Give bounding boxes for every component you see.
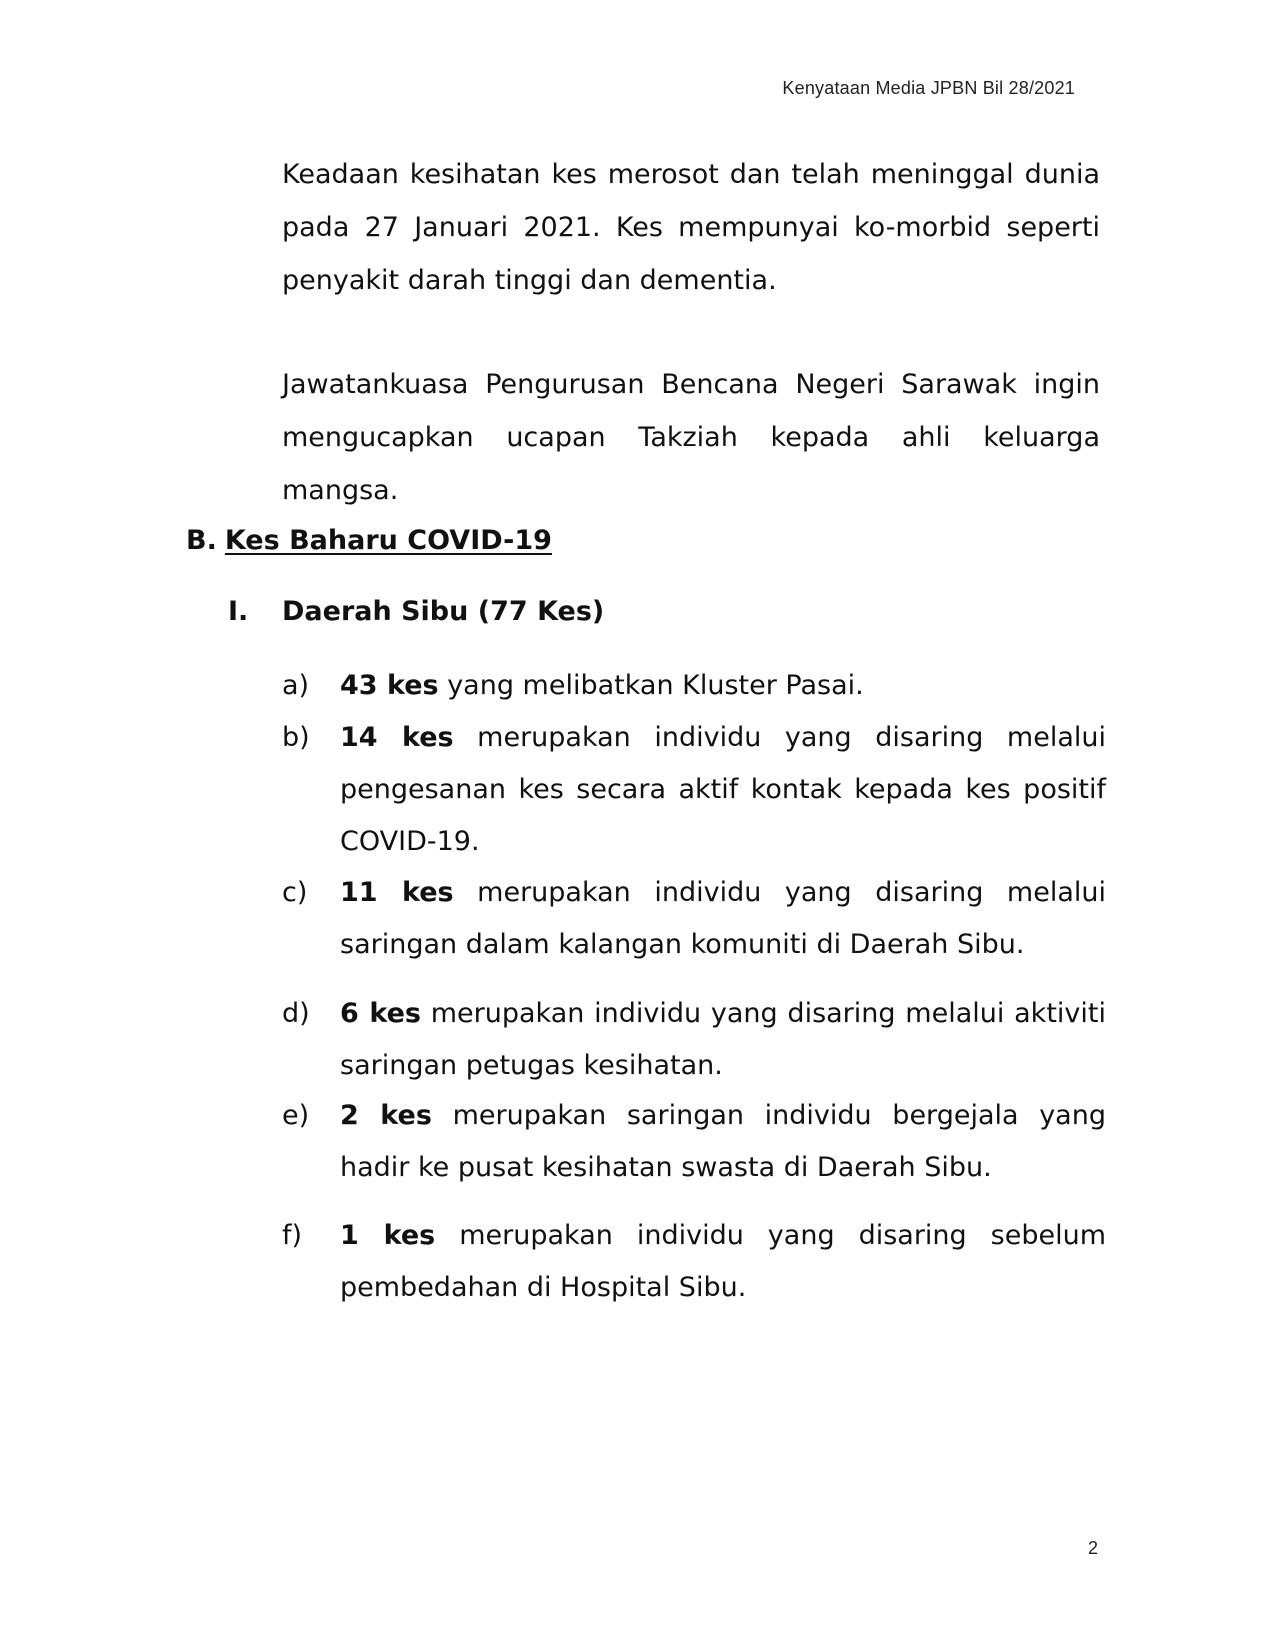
list-item-text: merupakan individu yang disaring sebelum pembedahan di Hospital Sibu.	[340, 1220, 1107, 1303]
list-item-d	[282, 988, 1106, 1092]
list-item-text: yang melibatkan Kluster Pasai.	[447, 670, 864, 701]
case-count: 6 kes	[340, 998, 421, 1029]
list-item-label: c)	[282, 877, 308, 908]
page-number: 2	[1088, 1538, 1099, 1558]
page-header: Kenyataan Media JPBN Bil 28/2021	[782, 78, 1075, 98]
list-item-b	[282, 712, 1106, 868]
case-count: 11 kes	[340, 877, 454, 908]
case-count: 14 kes	[340, 722, 454, 753]
list-item-c	[282, 867, 1106, 971]
list-item-label: d)	[282, 998, 310, 1029]
subsection-numeral: I.	[228, 596, 249, 627]
list-item-label: e)	[282, 1100, 310, 1131]
list-item-e	[282, 1090, 1106, 1194]
paragraph-condolences: Jawatankuasa Pengurusan Bencana Negeri Sarawak ingin mengucapkan ucapan Takziah kepada ahli keluarga mangsa.	[282, 369, 1100, 506]
case-count: 43 kes	[340, 670, 439, 701]
list-item-label: a)	[282, 670, 310, 701]
list-item-text: merupakan individu yang disaring melalui pengesanan kes secara aktif kontak kepada kes positif COVID-19.	[340, 722, 1106, 857]
list-item-label: f)	[282, 1220, 303, 1251]
case-count: 2 kes	[340, 1100, 432, 1131]
list-item-label: b)	[282, 722, 310, 753]
list-item-text: merupakan individu yang disaring melalui saringan dalam kalangan komuniti di Daerah Sibu.	[340, 877, 1106, 960]
subsection-heading-sibu	[228, 594, 604, 630]
paragraph-death-details: Keadaan kesihatan kes merosot dan telah meninggal dunia pada 27 Januari 2021. Kes mempunyai ko-morbid seperti penyakit darah tinggi dan dementia.	[282, 159, 1100, 296]
list-item-a	[282, 660, 1106, 712]
list-item-f	[282, 1210, 1106, 1314]
section-heading-b	[186, 523, 552, 559]
list-item-text: merupakan individu yang disaring melalui aktiviti saringan petugas kesihatan.	[340, 998, 1106, 1081]
section-marker: B.	[186, 525, 217, 556]
section-title: Kes Baharu COVID-19	[224, 525, 552, 556]
case-count: 1 kes	[340, 1220, 436, 1251]
list-item-text: merupakan saringan individu bergejala yang hadir ke pusat kesihatan swasta di Daerah Sibu.	[340, 1100, 1106, 1183]
subsection-title: Daerah Sibu (77 Kes)	[282, 596, 605, 627]
